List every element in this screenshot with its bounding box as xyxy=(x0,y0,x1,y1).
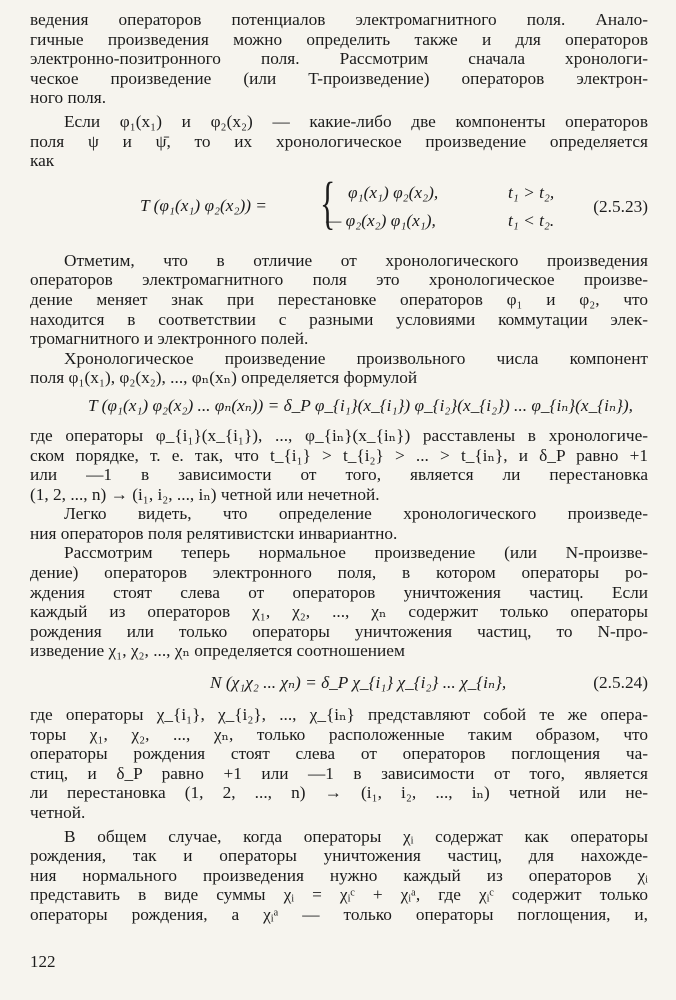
text-line: Если φ₁(x₁) и φ₂(x₂) — какие-либо две компоненты операторов xyxy=(64,111,648,131)
equation-number: (2.5.24) xyxy=(593,673,648,693)
equation-formula: N (χ₁χ₂ ... χₙ) = δ_P χ_{i₁} χ_{i₂} ... χ_{iₙ}, xyxy=(210,673,507,693)
text-line: ждения стоят слева от операторов уничтожения частиц. Если xyxy=(30,582,648,602)
text-line: операторы рождения, а χᵢᵃ — только операторы поглощения, и, xyxy=(30,904,648,924)
text-line: представить в виде суммы χᵢ = χᵢᶜ + χᵢᵃ, где χᵢᶜ содержит только xyxy=(30,885,648,905)
text-line: ведения операторов потенциалов электромагнитного поля. Анало- xyxy=(30,10,648,29)
equation-number: (2.5.23) xyxy=(593,196,648,216)
text-line: Легко видеть, что определение хронологического произведе- xyxy=(64,504,648,524)
text-line: Рассмотрим теперь нормальное произведение (или N-произве- xyxy=(64,543,648,563)
text-line: тромагнитного и электронного полей. xyxy=(30,329,309,349)
text-line: ния операторов поля релятивистски инвариантно. xyxy=(30,523,398,543)
text-line: В общем случае, когда операторы χᵢ содержат как операторы xyxy=(64,826,648,846)
text-line: или —1 в зависимости от того, является ли перестановка xyxy=(30,465,648,485)
paragraph-definition xyxy=(30,112,648,171)
equation-2-5-23 xyxy=(30,169,648,241)
text-line: находится в соответствии с разными условиями коммутации элек- xyxy=(30,309,648,329)
text-line: где операторы χ_{i₁}, χ_{i₂}, ..., χ_{iₙ} представляют собой те же опера- xyxy=(30,705,648,725)
text-line: гичные произведения можно определить также и для операторов xyxy=(30,29,648,49)
text-line: каждый из операторов χ₁, χ₂, ..., χₙ содержит только операторы xyxy=(30,602,648,622)
paragraph-continuation xyxy=(30,10,648,108)
paragraph-arbitrary-number xyxy=(30,349,648,388)
text-line: четной. xyxy=(30,803,86,822)
text-line: ния нормального произведения нужно каждый из операторов χᵢ xyxy=(30,865,648,885)
text-line: изведение χ₁, χ₂, ..., χₙ определяется соотношением xyxy=(30,641,405,661)
brace-symbol: { xyxy=(320,169,336,235)
text-line: ли перестановка (1, 2, ..., n) → (i₁, i₂, ..., iₙ) четной или не- xyxy=(30,783,648,803)
text-line: ском порядке, т. е. так, что t_{i₁} > t_{i₂} > ... > t_{iₙ}, и δ_P равно +1 xyxy=(30,445,648,465)
equation-case-1: φ₁(x₁) φ₂(x₂), xyxy=(348,182,439,202)
text-line: (1, 2, ..., n) → (i₁, i₂, ..., iₙ) четной или нечетной. xyxy=(30,484,380,504)
text-line: рождения или только операторы уничтожения частиц, то N-про- xyxy=(30,621,648,641)
paragraph-ordering xyxy=(30,426,648,504)
text-line: операторы рождения стоят слева от операторов поглощения ча- xyxy=(30,744,648,764)
text-line: ческое произведение (или T-произведение) операторов электрон- xyxy=(30,68,648,88)
paragraph-sign-change xyxy=(30,251,648,349)
text-line: ного поля. xyxy=(30,88,107,108)
text-line: Хронологическое произведение произвольного числа компонент xyxy=(64,348,648,368)
page-number: 122 xyxy=(30,952,56,971)
text-line: дение меняет знак при перестановке операторов φ₁ и φ₂, что xyxy=(30,289,648,309)
text-line: электронно-позитронного поля. Рассмотрим сначала хронологи- xyxy=(30,49,648,69)
equation-chronological-product xyxy=(30,388,648,426)
text-line: где операторы φ_{i₁}(x_{i₁}), ..., φ_{iₙ}(x_{iₙ}) расставлены в хронологиче- xyxy=(30,425,648,445)
equation-condition-2: t₁ < t₂. xyxy=(508,210,555,230)
text-line: Отметим, что в отличие от хронологического произведения xyxy=(64,250,648,270)
equation-condition-1: t₁ > t₂, xyxy=(508,182,555,202)
paragraph-invariance xyxy=(30,504,648,543)
paragraph-normal-order xyxy=(30,705,648,823)
text-body xyxy=(30,10,648,925)
paragraph-general-case xyxy=(30,827,648,925)
text-line: стиц, и δ_P равно +1 или —1 в зависимости от того, является xyxy=(30,763,648,783)
paragraph-normal-product xyxy=(30,543,648,661)
equation-case-2: — φ₂(x₂) φ₁(x₁), xyxy=(326,210,436,230)
text-line: как xyxy=(30,151,55,171)
text-line: поля φ₁(x₁), φ₂(x₂), ..., φₙ(xₙ) определяется формулой xyxy=(30,368,418,388)
equation-2-5-24 xyxy=(30,661,648,705)
equation-lhs: T (φ₁(x₁) φ₂(x₂)) = xyxy=(140,195,267,215)
text-line: торы χ₁, χ₂, ..., χₙ, только расположенные таким образом, что xyxy=(30,724,648,744)
text-line: операторов электромагнитного поля это хронологическое произве- xyxy=(30,270,648,290)
text-line: рождения, так и операторы уничтожения частиц, для нахожде- xyxy=(30,846,648,866)
text-line: дение) операторов электронного поля, в котором операторы ро- xyxy=(30,563,648,583)
equation-formula: T (φ₁(x₁) φ₂(x₂) ... φₙ(xₙ)) = δ_P φ_{i₁}(x_{i₁}) φ_{i₂}(x_{i₂}) ... φ_{iₙ}(x_{iₙ}), xyxy=(88,395,633,415)
text-line: поля ψ и ψ̄, то их хронологическое произведение определяется xyxy=(30,131,648,151)
